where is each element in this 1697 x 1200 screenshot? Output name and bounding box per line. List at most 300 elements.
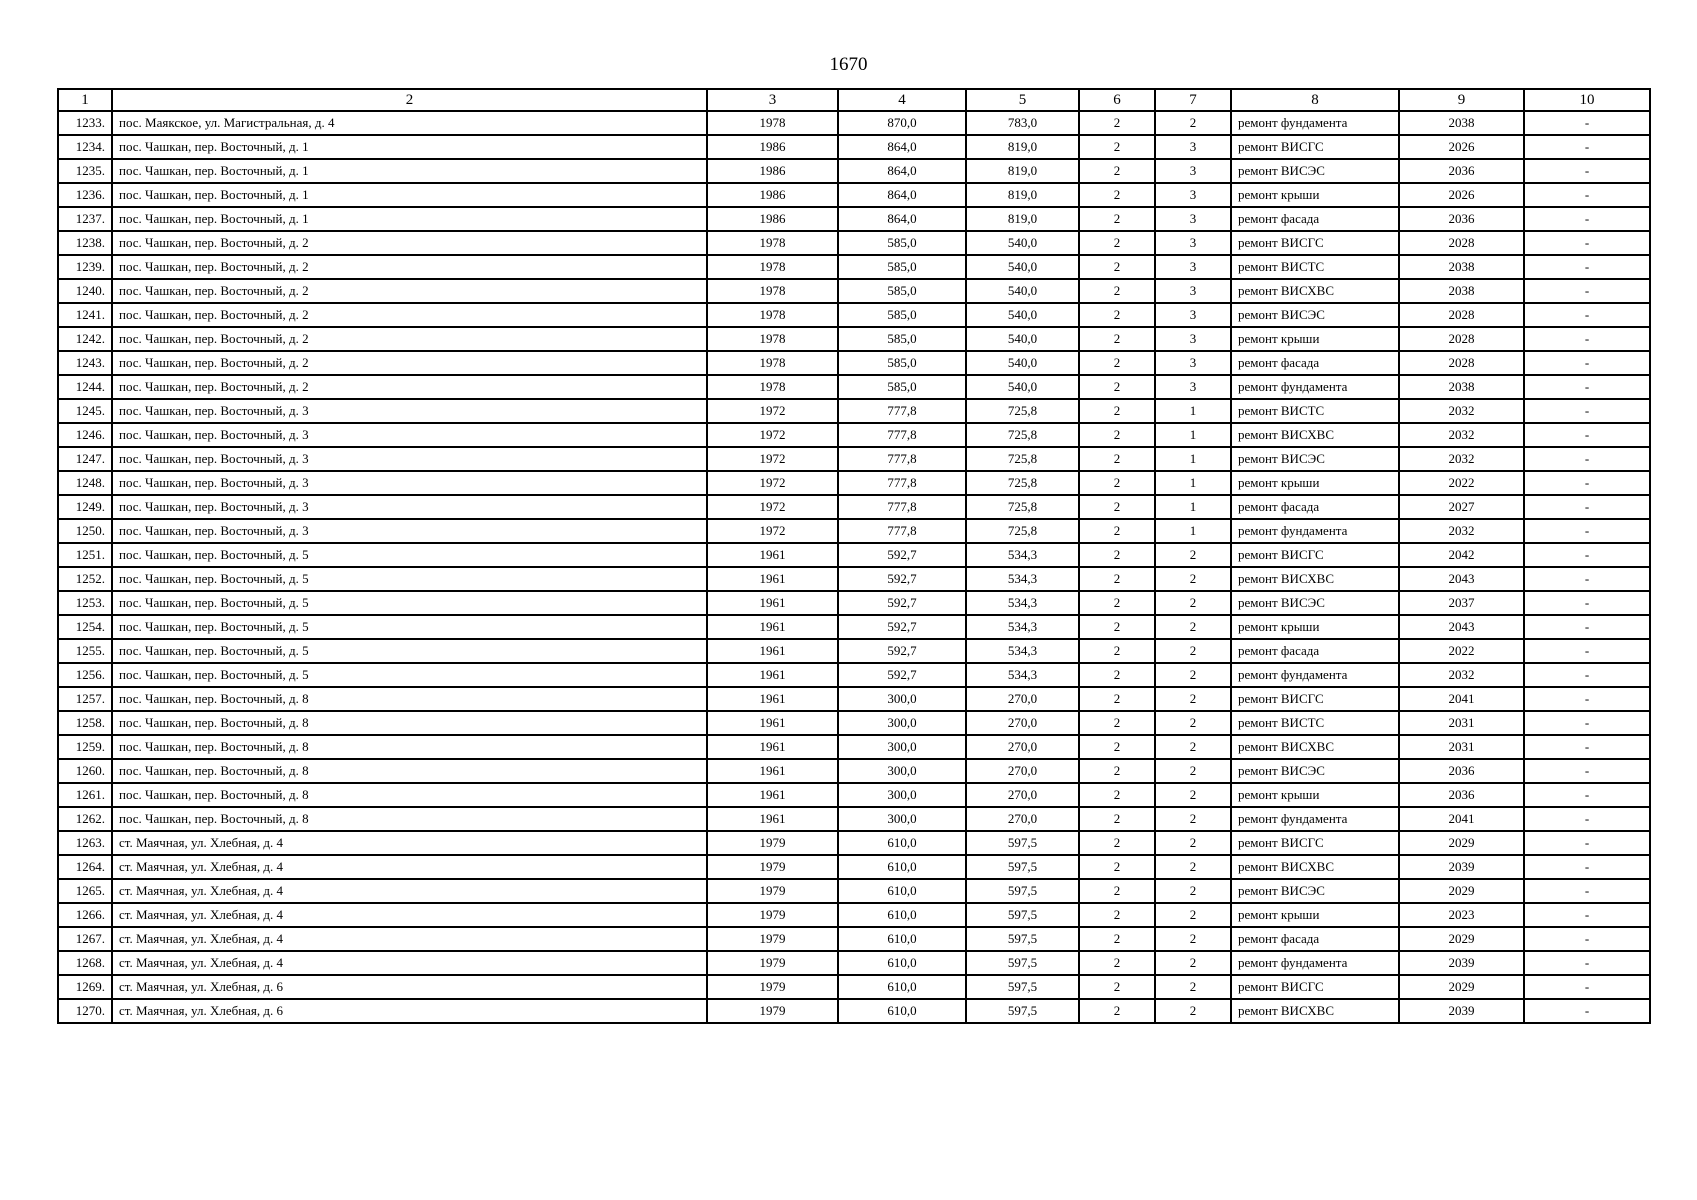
table-row [58, 663, 1650, 687]
year-built-cell: 1961 [707, 735, 838, 759]
year-built-cell: 1979 [707, 951, 838, 975]
work-type-cell: ремонт ВИСТС [1231, 399, 1399, 423]
row-number-cell: 1262. [58, 807, 112, 831]
col-6-value-cell: 2 [1079, 207, 1155, 231]
table-row [58, 159, 1650, 183]
total-area-cell: 585,0 [838, 375, 966, 399]
planned-year-cell: 2028 [1399, 351, 1524, 375]
address-cell: пос. Чашкан, пер. Восточный, д. 5 [112, 543, 707, 567]
year-built-cell: 1972 [707, 399, 838, 423]
planned-year-cell: 2036 [1399, 783, 1524, 807]
table-row [58, 759, 1650, 783]
row-number-cell: 1257. [58, 687, 112, 711]
col-7-value-cell: 2 [1155, 831, 1231, 855]
col-7-value-cell: 2 [1155, 639, 1231, 663]
table-row [58, 375, 1650, 399]
address-cell: пос. Чашкан, пер. Восточный, д. 3 [112, 447, 707, 471]
year-built-cell: 1972 [707, 471, 838, 495]
column-header: 10 [1524, 89, 1650, 111]
col-7-value-cell: 2 [1155, 951, 1231, 975]
planned-year-cell: 2038 [1399, 255, 1524, 279]
year-built-cell: 1979 [707, 999, 838, 1023]
col-6-value-cell: 2 [1079, 255, 1155, 279]
col-7-value-cell: 1 [1155, 423, 1231, 447]
row-number-cell: 1244. [58, 375, 112, 399]
living-area-cell: 534,3 [966, 615, 1079, 639]
living-area-cell: 597,5 [966, 999, 1079, 1023]
planned-year-cell: 2032 [1399, 399, 1524, 423]
col-7-value-cell: 2 [1155, 903, 1231, 927]
total-area-cell: 610,0 [838, 879, 966, 903]
work-type-cell: ремонт фундамента [1231, 111, 1399, 135]
address-cell: ст. Маячная, ул. Хлебная, д. 4 [112, 855, 707, 879]
col-7-value-cell: 3 [1155, 135, 1231, 159]
work-type-cell: ремонт фундамента [1231, 663, 1399, 687]
total-area-cell: 864,0 [838, 183, 966, 207]
living-area-cell: 270,0 [966, 759, 1079, 783]
table-row [58, 399, 1650, 423]
table-row [58, 591, 1650, 615]
col-10-value-cell: - [1524, 903, 1650, 927]
column-header: 7 [1155, 89, 1231, 111]
column-header: 6 [1079, 89, 1155, 111]
work-type-cell: ремонт ВИСГС [1231, 231, 1399, 255]
row-number-cell: 1254. [58, 615, 112, 639]
col-10-value-cell: - [1524, 495, 1650, 519]
table-row [58, 807, 1650, 831]
col-6-value-cell: 2 [1079, 951, 1155, 975]
work-type-cell: ремонт фасада [1231, 927, 1399, 951]
work-type-cell: ремонт ВИСЭС [1231, 447, 1399, 471]
address-cell: ст. Маячная, ул. Хлебная, д. 6 [112, 975, 707, 999]
total-area-cell: 300,0 [838, 711, 966, 735]
col-10-value-cell: - [1524, 447, 1650, 471]
col-7-value-cell: 2 [1155, 855, 1231, 879]
year-built-cell: 1961 [707, 615, 838, 639]
year-built-cell: 1986 [707, 135, 838, 159]
col-6-value-cell: 2 [1079, 591, 1155, 615]
total-area-cell: 610,0 [838, 927, 966, 951]
table-row [58, 975, 1650, 999]
table-row [58, 111, 1650, 135]
row-number-cell: 1261. [58, 783, 112, 807]
planned-year-cell: 2032 [1399, 423, 1524, 447]
living-area-cell: 534,3 [966, 663, 1079, 687]
table-row [58, 231, 1650, 255]
table-row [58, 951, 1650, 975]
col-6-value-cell: 2 [1079, 303, 1155, 327]
address-cell: пос. Чашкан, пер. Восточный, д. 2 [112, 351, 707, 375]
col-6-value-cell: 2 [1079, 159, 1155, 183]
year-built-cell: 1961 [707, 759, 838, 783]
living-area-cell: 270,0 [966, 735, 1079, 759]
year-built-cell: 1979 [707, 855, 838, 879]
table-row [58, 879, 1650, 903]
year-built-cell: 1961 [707, 783, 838, 807]
column-header: 8 [1231, 89, 1399, 111]
year-built-cell: 1961 [707, 663, 838, 687]
living-area-cell: 534,3 [966, 543, 1079, 567]
col-6-value-cell: 2 [1079, 615, 1155, 639]
col-10-value-cell: - [1524, 927, 1650, 951]
col-7-value-cell: 3 [1155, 159, 1231, 183]
row-number-cell: 1255. [58, 639, 112, 663]
total-area-cell: 585,0 [838, 231, 966, 255]
planned-year-cell: 2026 [1399, 135, 1524, 159]
col-10-value-cell: - [1524, 567, 1650, 591]
row-number-cell: 1239. [58, 255, 112, 279]
row-number-cell: 1235. [58, 159, 112, 183]
year-built-cell: 1972 [707, 495, 838, 519]
address-cell: пос. Чашкан, пер. Восточный, д. 1 [112, 207, 707, 231]
living-area-cell: 725,8 [966, 471, 1079, 495]
col-10-value-cell: - [1524, 519, 1650, 543]
total-area-cell: 300,0 [838, 687, 966, 711]
address-cell: ст. Маячная, ул. Хлебная, д. 4 [112, 903, 707, 927]
col-10-value-cell: - [1524, 471, 1650, 495]
table-row [58, 207, 1650, 231]
row-number-cell: 1253. [58, 591, 112, 615]
living-area-cell: 819,0 [966, 183, 1079, 207]
total-area-cell: 592,7 [838, 543, 966, 567]
address-cell: пос. Чашкан, пер. Восточный, д. 3 [112, 495, 707, 519]
work-type-cell: ремонт ВИСЭС [1231, 303, 1399, 327]
row-number-cell: 1259. [58, 735, 112, 759]
table-row [58, 543, 1650, 567]
total-area-cell: 610,0 [838, 999, 966, 1023]
col-6-value-cell: 2 [1079, 855, 1155, 879]
col-10-value-cell: - [1524, 351, 1650, 375]
col-7-value-cell: 2 [1155, 615, 1231, 639]
col-10-value-cell: - [1524, 975, 1650, 999]
col-7-value-cell: 1 [1155, 495, 1231, 519]
total-area-cell: 777,8 [838, 399, 966, 423]
col-7-value-cell: 2 [1155, 759, 1231, 783]
address-cell: пос. Маякское, ул. Магистральная, д. 4 [112, 111, 707, 135]
row-number-cell: 1237. [58, 207, 112, 231]
work-type-cell: ремонт ВИСХВС [1231, 855, 1399, 879]
row-number-cell: 1267. [58, 927, 112, 951]
planned-year-cell: 2042 [1399, 543, 1524, 567]
table-body [58, 111, 1650, 1023]
col-6-value-cell: 2 [1079, 231, 1155, 255]
planned-year-cell: 2039 [1399, 999, 1524, 1023]
living-area-cell: 270,0 [966, 711, 1079, 735]
row-number-cell: 1240. [58, 279, 112, 303]
work-type-cell: ремонт фундамента [1231, 519, 1399, 543]
col-7-value-cell: 3 [1155, 207, 1231, 231]
row-number-cell: 1241. [58, 303, 112, 327]
living-area-cell: 270,0 [966, 687, 1079, 711]
total-area-cell: 585,0 [838, 327, 966, 351]
living-area-cell: 819,0 [966, 159, 1079, 183]
total-area-cell: 870,0 [838, 111, 966, 135]
table-row [58, 567, 1650, 591]
row-number-cell: 1251. [58, 543, 112, 567]
work-type-cell: ремонт фундамента [1231, 951, 1399, 975]
table-row [58, 327, 1650, 351]
col-7-value-cell: 3 [1155, 327, 1231, 351]
col-6-value-cell: 2 [1079, 495, 1155, 519]
planned-year-cell: 2027 [1399, 495, 1524, 519]
year-built-cell: 1961 [707, 567, 838, 591]
total-area-cell: 864,0 [838, 135, 966, 159]
col-6-value-cell: 2 [1079, 831, 1155, 855]
row-number-cell: 1260. [58, 759, 112, 783]
col-7-value-cell: 2 [1155, 567, 1231, 591]
table-row [58, 135, 1650, 159]
row-number-cell: 1249. [58, 495, 112, 519]
living-area-cell: 597,5 [966, 903, 1079, 927]
col-10-value-cell: - [1524, 327, 1650, 351]
col-6-value-cell: 2 [1079, 735, 1155, 759]
table-row [58, 783, 1650, 807]
col-10-value-cell: - [1524, 159, 1650, 183]
col-10-value-cell: - [1524, 807, 1650, 831]
year-built-cell: 1978 [707, 327, 838, 351]
col-7-value-cell: 1 [1155, 447, 1231, 471]
work-type-cell: ремонт ВИСЭС [1231, 879, 1399, 903]
col-6-value-cell: 2 [1079, 135, 1155, 159]
living-area-cell: 540,0 [966, 303, 1079, 327]
table-row [58, 903, 1650, 927]
col-10-value-cell: - [1524, 591, 1650, 615]
table-row [58, 831, 1650, 855]
total-area-cell: 777,8 [838, 447, 966, 471]
col-10-value-cell: - [1524, 831, 1650, 855]
year-built-cell: 1972 [707, 423, 838, 447]
planned-year-cell: 2023 [1399, 903, 1524, 927]
planned-year-cell: 2043 [1399, 615, 1524, 639]
total-area-cell: 777,8 [838, 495, 966, 519]
work-type-cell: ремонт фундамента [1231, 375, 1399, 399]
work-type-cell: ремонт крыши [1231, 783, 1399, 807]
table-row [58, 447, 1650, 471]
living-area-cell: 534,3 [966, 591, 1079, 615]
col-7-value-cell: 2 [1155, 783, 1231, 807]
row-number-cell: 1238. [58, 231, 112, 255]
col-7-value-cell: 3 [1155, 231, 1231, 255]
col-10-value-cell: - [1524, 207, 1650, 231]
living-area-cell: 725,8 [966, 447, 1079, 471]
total-area-cell: 585,0 [838, 303, 966, 327]
living-area-cell: 540,0 [966, 255, 1079, 279]
col-6-value-cell: 2 [1079, 183, 1155, 207]
year-built-cell: 1986 [707, 159, 838, 183]
living-area-cell: 270,0 [966, 807, 1079, 831]
year-built-cell: 1979 [707, 975, 838, 999]
table-row [58, 735, 1650, 759]
living-area-cell: 819,0 [966, 135, 1079, 159]
row-number-cell: 1268. [58, 951, 112, 975]
work-type-cell: ремонт ВИСХВС [1231, 279, 1399, 303]
planned-year-cell: 2038 [1399, 375, 1524, 399]
col-10-value-cell: - [1524, 231, 1650, 255]
col-7-value-cell: 2 [1155, 543, 1231, 567]
col-10-value-cell: - [1524, 255, 1650, 279]
repair-register-table [57, 88, 1651, 1024]
table-row [58, 927, 1650, 951]
planned-year-cell: 2029 [1399, 879, 1524, 903]
year-built-cell: 1979 [707, 903, 838, 927]
work-type-cell: ремонт фасада [1231, 207, 1399, 231]
year-built-cell: 1961 [707, 687, 838, 711]
planned-year-cell: 2032 [1399, 447, 1524, 471]
living-area-cell: 725,8 [966, 519, 1079, 543]
address-cell: пос. Чашкан, пер. Восточный, д. 8 [112, 807, 707, 831]
col-6-value-cell: 2 [1079, 519, 1155, 543]
total-area-cell: 610,0 [838, 951, 966, 975]
col-10-value-cell: - [1524, 543, 1650, 567]
address-cell: пос. Чашкан, пер. Восточный, д. 5 [112, 567, 707, 591]
planned-year-cell: 2022 [1399, 471, 1524, 495]
page-number: 1670 [829, 54, 868, 75]
col-7-value-cell: 3 [1155, 279, 1231, 303]
col-7-value-cell: 3 [1155, 303, 1231, 327]
living-area-cell: 725,8 [966, 495, 1079, 519]
total-area-cell: 300,0 [838, 759, 966, 783]
planned-year-cell: 2032 [1399, 663, 1524, 687]
column-header: 5 [966, 89, 1079, 111]
living-area-cell: 725,8 [966, 399, 1079, 423]
address-cell: пос. Чашкан, пер. Восточный, д. 3 [112, 423, 707, 447]
col-7-value-cell: 2 [1155, 687, 1231, 711]
table-row [58, 711, 1650, 735]
work-type-cell: ремонт ВИСХВС [1231, 735, 1399, 759]
planned-year-cell: 2038 [1399, 279, 1524, 303]
table-row [58, 519, 1650, 543]
col-7-value-cell: 3 [1155, 255, 1231, 279]
table-row [58, 183, 1650, 207]
row-number-cell: 1242. [58, 327, 112, 351]
total-area-cell: 610,0 [838, 831, 966, 855]
work-type-cell: ремонт ВИСЭС [1231, 759, 1399, 783]
address-cell: пос. Чашкан, пер. Восточный, д. 2 [112, 279, 707, 303]
col-10-value-cell: - [1524, 855, 1650, 879]
col-10-value-cell: - [1524, 135, 1650, 159]
living-area-cell: 597,5 [966, 927, 1079, 951]
planned-year-cell: 2028 [1399, 231, 1524, 255]
year-built-cell: 1978 [707, 255, 838, 279]
living-area-cell: 540,0 [966, 231, 1079, 255]
planned-year-cell: 2036 [1399, 759, 1524, 783]
row-number-cell: 1236. [58, 183, 112, 207]
column-header: 3 [707, 89, 838, 111]
table-row [58, 303, 1650, 327]
year-built-cell: 1961 [707, 639, 838, 663]
living-area-cell: 597,5 [966, 831, 1079, 855]
col-10-value-cell: - [1524, 183, 1650, 207]
planned-year-cell: 2036 [1399, 159, 1524, 183]
table-row [58, 639, 1650, 663]
row-number-cell: 1234. [58, 135, 112, 159]
work-type-cell: ремонт ВИСГС [1231, 543, 1399, 567]
year-built-cell: 1972 [707, 447, 838, 471]
row-number-cell: 1270. [58, 999, 112, 1023]
living-area-cell: 725,8 [966, 423, 1079, 447]
planned-year-cell: 2032 [1399, 519, 1524, 543]
work-type-cell: ремонт ВИСХВС [1231, 423, 1399, 447]
col-6-value-cell: 2 [1079, 543, 1155, 567]
work-type-cell: ремонт крыши [1231, 327, 1399, 351]
col-6-value-cell: 2 [1079, 663, 1155, 687]
planned-year-cell: 2028 [1399, 303, 1524, 327]
col-7-value-cell: 2 [1155, 711, 1231, 735]
row-number-cell: 1233. [58, 111, 112, 135]
col-6-value-cell: 2 [1079, 447, 1155, 471]
col-7-value-cell: 2 [1155, 807, 1231, 831]
address-cell: пос. Чашкан, пер. Восточный, д. 3 [112, 519, 707, 543]
col-6-value-cell: 2 [1079, 639, 1155, 663]
col-7-value-cell: 2 [1155, 735, 1231, 759]
total-area-cell: 300,0 [838, 735, 966, 759]
col-6-value-cell: 2 [1079, 711, 1155, 735]
col-7-value-cell: 1 [1155, 399, 1231, 423]
table-row [58, 615, 1650, 639]
address-cell: ст. Маячная, ул. Хлебная, д. 4 [112, 879, 707, 903]
living-area-cell: 540,0 [966, 375, 1079, 399]
planned-year-cell: 2029 [1399, 831, 1524, 855]
work-type-cell: ремонт ВИСГС [1231, 135, 1399, 159]
living-area-cell: 597,5 [966, 879, 1079, 903]
total-area-cell: 592,7 [838, 615, 966, 639]
planned-year-cell: 2031 [1399, 711, 1524, 735]
col-7-value-cell: 2 [1155, 111, 1231, 135]
year-built-cell: 1978 [707, 279, 838, 303]
row-number-cell: 1247. [58, 447, 112, 471]
total-area-cell: 777,8 [838, 423, 966, 447]
table-row [58, 351, 1650, 375]
column-number-row [58, 89, 1650, 111]
col-6-value-cell: 2 [1079, 999, 1155, 1023]
work-type-cell: ремонт крыши [1231, 903, 1399, 927]
address-cell: пос. Чашкан, пер. Восточный, д. 5 [112, 639, 707, 663]
address-cell: пос. Чашкан, пер. Восточный, д. 1 [112, 183, 707, 207]
address-cell: пос. Чашкан, пер. Восточный, д. 5 [112, 663, 707, 687]
year-built-cell: 1979 [707, 831, 838, 855]
planned-year-cell: 2041 [1399, 807, 1524, 831]
col-10-value-cell: - [1524, 279, 1650, 303]
address-cell: пос. Чашкан, пер. Восточный, д. 3 [112, 471, 707, 495]
year-built-cell: 1961 [707, 807, 838, 831]
total-area-cell: 777,8 [838, 471, 966, 495]
table-row [58, 471, 1650, 495]
living-area-cell: 540,0 [966, 327, 1079, 351]
col-10-value-cell: - [1524, 303, 1650, 327]
col-10-value-cell: - [1524, 111, 1650, 135]
table-row [58, 255, 1650, 279]
planned-year-cell: 2026 [1399, 183, 1524, 207]
col-10-value-cell: - [1524, 735, 1650, 759]
table-row [58, 855, 1650, 879]
column-header: 2 [112, 89, 707, 111]
planned-year-cell: 2029 [1399, 975, 1524, 999]
col-10-value-cell: - [1524, 951, 1650, 975]
column-header: 9 [1399, 89, 1524, 111]
total-area-cell: 610,0 [838, 903, 966, 927]
planned-year-cell: 2039 [1399, 951, 1524, 975]
row-number-cell: 1250. [58, 519, 112, 543]
address-cell: пос. Чашкан, пер. Восточный, д. 2 [112, 231, 707, 255]
address-cell: ст. Маячная, ул. Хлебная, д. 4 [112, 927, 707, 951]
col-7-value-cell: 2 [1155, 879, 1231, 903]
year-built-cell: 1972 [707, 519, 838, 543]
col-7-value-cell: 3 [1155, 183, 1231, 207]
table-row [58, 495, 1650, 519]
planned-year-cell: 2029 [1399, 927, 1524, 951]
col-6-value-cell: 2 [1079, 375, 1155, 399]
address-cell: пос. Чашкан, пер. Восточный, д. 1 [112, 159, 707, 183]
